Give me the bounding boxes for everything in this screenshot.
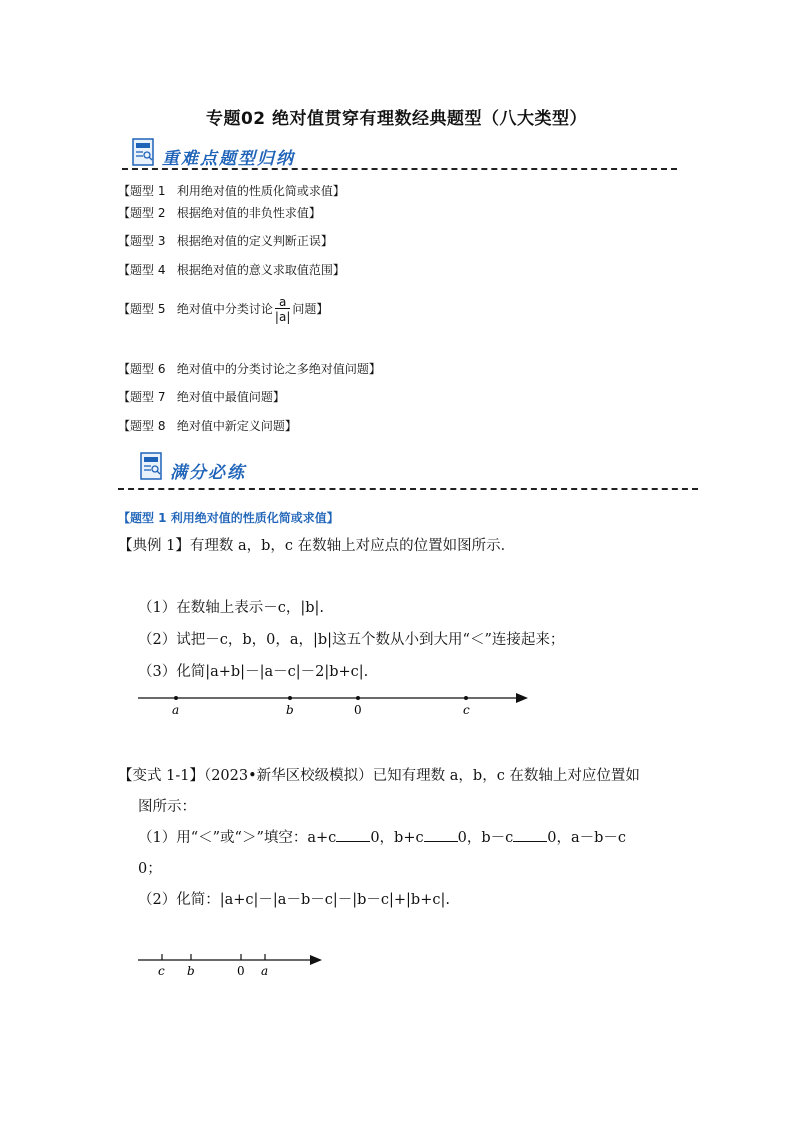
arrow-right-icon [516, 693, 528, 703]
label-0: 0 [354, 703, 362, 717]
arrow-right-icon [310, 955, 322, 965]
section-divider [122, 168, 677, 170]
number-line-variant1 [136, 950, 336, 980]
section-title: 满分必练 [170, 463, 246, 483]
section-divider [118, 488, 698, 490]
label-c: c [158, 964, 165, 978]
point-c [464, 696, 468, 700]
toc-item-4: 【题型 4 根据绝对值的意义求取值范围】 [118, 263, 345, 277]
answer-blank[interactable] [513, 829, 547, 842]
point-b [288, 696, 292, 700]
example1-q1: （1）在数轴上表示－c，|b|. [138, 600, 325, 616]
variant1-q1: （1）用“＜”或“＞”填空：a+c 0，b+c 0，b－c 0，a－b－c [138, 830, 627, 846]
fraction-a-over-abs-a: $\frac{a}{|a|}$ [274, 295, 291, 324]
example1-q2: （2）试把－c，b，0，a，|b|这五个数从小到大用“＜”连接起来； [138, 632, 565, 648]
label-b: b [187, 964, 195, 978]
section-header-practice [140, 452, 695, 492]
toc-item-3: 【题型 3 根据绝对值的定义判断正误】 [118, 234, 333, 248]
answer-blank[interactable] [424, 829, 458, 842]
answer-blank[interactable] [336, 829, 370, 842]
variant1-q2: （2）化简：|a+c|－|a－b－c|－|b－c|+|b+c|. [138, 892, 450, 908]
section-header-key-types [132, 138, 677, 178]
toc-item-1: 【题型 1 利用绝对值的性质化简或求值】 [118, 184, 345, 198]
variant1-q1-end: 0； [138, 861, 162, 877]
point-a [174, 696, 178, 700]
document-chart-icon [140, 452, 164, 482]
toc-item-2: 【题型 2 根据绝对值的非负性求值】 [118, 206, 321, 220]
section-title: 重难点题型归纳 [162, 149, 295, 169]
toc-item-6: 【题型 6 绝对值中的分类讨论之多绝对值问题】 [118, 362, 381, 376]
example1-lead: 【典例 1】有理数 a，b，c 在数轴上对应点的位置如图所示． [118, 538, 516, 554]
type1-heading: 【题型 1 利用绝对值的性质化简或求值】 [118, 511, 339, 525]
label-c: c [463, 703, 470, 717]
variant1-lead: 【变式 1-1】（2023•新华区校级模拟）已知有理数 a，b，c 在数轴上对应位置如 [118, 768, 640, 784]
point-0 [356, 696, 360, 700]
document-chart-icon [132, 138, 156, 168]
page-title: 专题02 绝对值贯穿有理数经典题型（八大类型） [205, 109, 588, 129]
number-line-example1 [136, 688, 536, 718]
label-a: a [261, 964, 269, 978]
label-a: a [172, 703, 180, 717]
variant1-lead-cont: 图所示： [138, 799, 196, 815]
toc-item-8: 【题型 8 绝对值中新定义问题】 [118, 419, 297, 433]
toc-item-7: 【题型 7 绝对值中最值问题】 [118, 390, 285, 404]
toc-item-5: 【题型 5 绝对值中分类讨论 $\frac{a}{|a|}$ 问题】 [118, 295, 329, 324]
label-b: b [286, 703, 294, 717]
example1-q3: （3）化简|a+b|－|a－c|－2|b+c|. [138, 664, 369, 680]
label-0: 0 [237, 964, 245, 978]
